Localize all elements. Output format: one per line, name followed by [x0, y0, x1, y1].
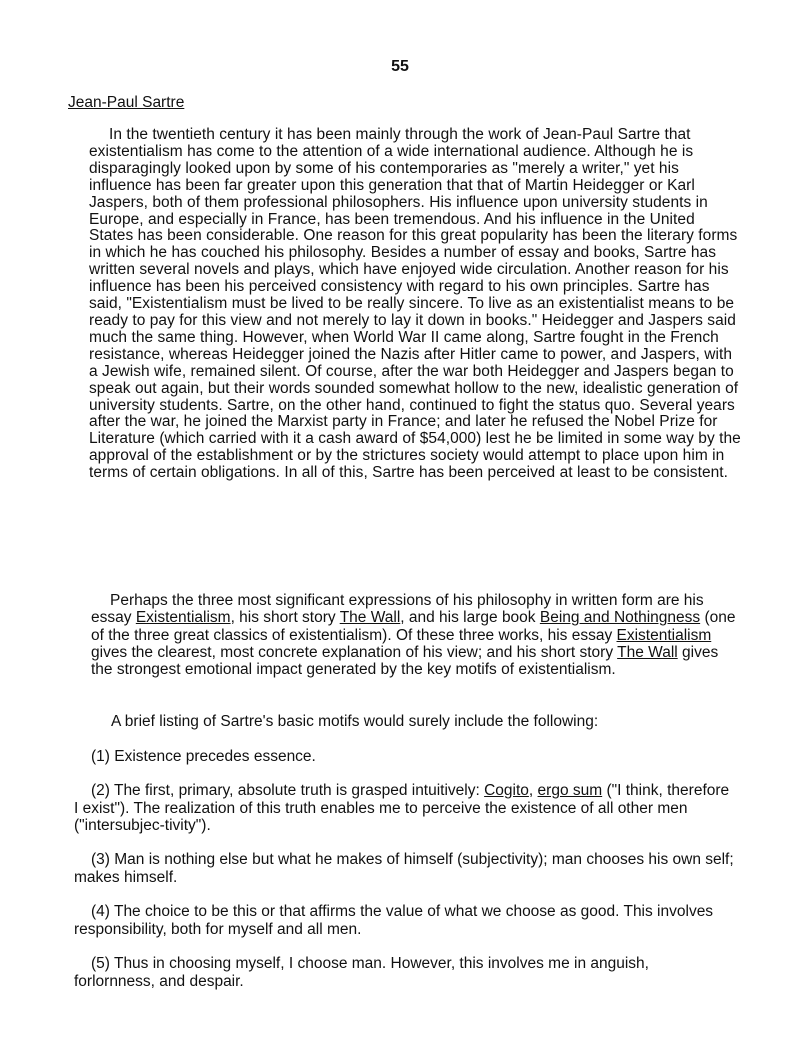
paragraph-text: gives the strongest emotional impact generated by the key motifs of existentialism.	[91, 643, 719, 679]
motif-item-1: (1) Existence precedes essence.	[91, 748, 316, 765]
work-title-the-wall: The Wall	[617, 643, 678, 661]
motif-item-3: (3) Man is nothing else but what he makes of himself (subjectivity); man chooses his own self; makes himself.	[74, 851, 734, 886]
page-number: 55	[391, 58, 409, 75]
work-title-being-and-nothingness: Being and Nothingness	[539, 609, 701, 627]
motif-item-5: (5) Thus in choosing myself, I choose man. However, this involves me in anguish, forlornness, and despair.	[74, 955, 649, 990]
paragraph-text: Perhaps the three most significant expressions of his philosophy in written form are his essay	[91, 592, 704, 627]
motif-text: ,	[528, 782, 538, 799]
motifs-intro: A brief listing of Sartre's basic motifs would surely include the following:	[111, 713, 599, 730]
paragraph-text: (one of the three great classics of existentialism). Of these three works, his essay	[91, 609, 736, 644]
paragraph-significant-works	[91, 592, 741, 678]
work-title-the-wall: The Wall	[339, 609, 401, 627]
paragraph-text: , and his large book	[400, 609, 540, 627]
work-title-existentialism: Existentialism	[135, 609, 231, 627]
motif-text: (2) The first, primary, absolute truth is grasped intuitively:	[91, 782, 485, 799]
motif-text: ("I think, therefore I exist"). The realization of this truth enables me to perceive the existence of all other men ("intersubjec-tivity").	[74, 782, 730, 834]
latin-ergo-sum: ergo sum	[537, 782, 603, 799]
paragraph-sartre-influence: In the twentieth century it has been mainly through the work of Jean-Paul Sartre that existentialism has come to the attention of a wide international audience. Although he is disparagingly looked upon by some of his contemporaries as "merely a writer," yet his influence has been far greater upon this generation that that of Martin Heidegger or Karl Jaspers, both of them professional philosophers. His influence upon university students in Europe, and especially in France, has been tremendous. And his influence in the United States has been considerable. One reason for this great popularity has been the literary forms in which he has couched his philosophy. Besides a number of essay and books, Sartre has written several novels and plays, which have enjoyed wide circulation. Another reason for his influence has been his perceived consistency with regard to his own principles. Sartre has said, "Existentialism must be lived to be really sincere. To live as an existentialist means to be ready to pay for this view and not merely to lay it down in books." Heidegger and Jaspers said much the same thing. However, when World War II came along, Sartre fought in the French resistance, whereas Heidegger joined the Nazis after Hitler came to power, and Jaspers, with a Jewish wife, remained silent. Of course, after the war both Heidegger and Jaspers began to speak out again, but their words sounded somewhat hollow to the new, idealistic generation of university students. Sartre, on the other hand, continued to fight the status quo. Several years after the war, he joined the Marxist party in France; and later he refused the Nobel Prize for Literature (which carried with it a cash award of $54,000) lest he be limited in some way by the approval of the establishment or by the strictures society would attempt to place upon him in terms of certain obligations. In all of this, Sartre has been perceived at least to be consistent.	[89, 126, 741, 482]
work-title-existentialism: Existentialism	[616, 626, 712, 644]
latin-cogito: Cogito	[484, 782, 529, 799]
paragraph-text: gives the clearest, most concrete explanation of his view; and his short story	[91, 643, 618, 661]
motif-item-4: (4) The choice to be this or that affirms the value of what we choose as good. This involves responsibility, both for myself and all men.	[74, 903, 714, 938]
motif-item-2	[74, 782, 734, 835]
paragraph-text: , his short story	[230, 609, 340, 627]
section-heading: Jean-Paul Sartre	[68, 94, 185, 111]
